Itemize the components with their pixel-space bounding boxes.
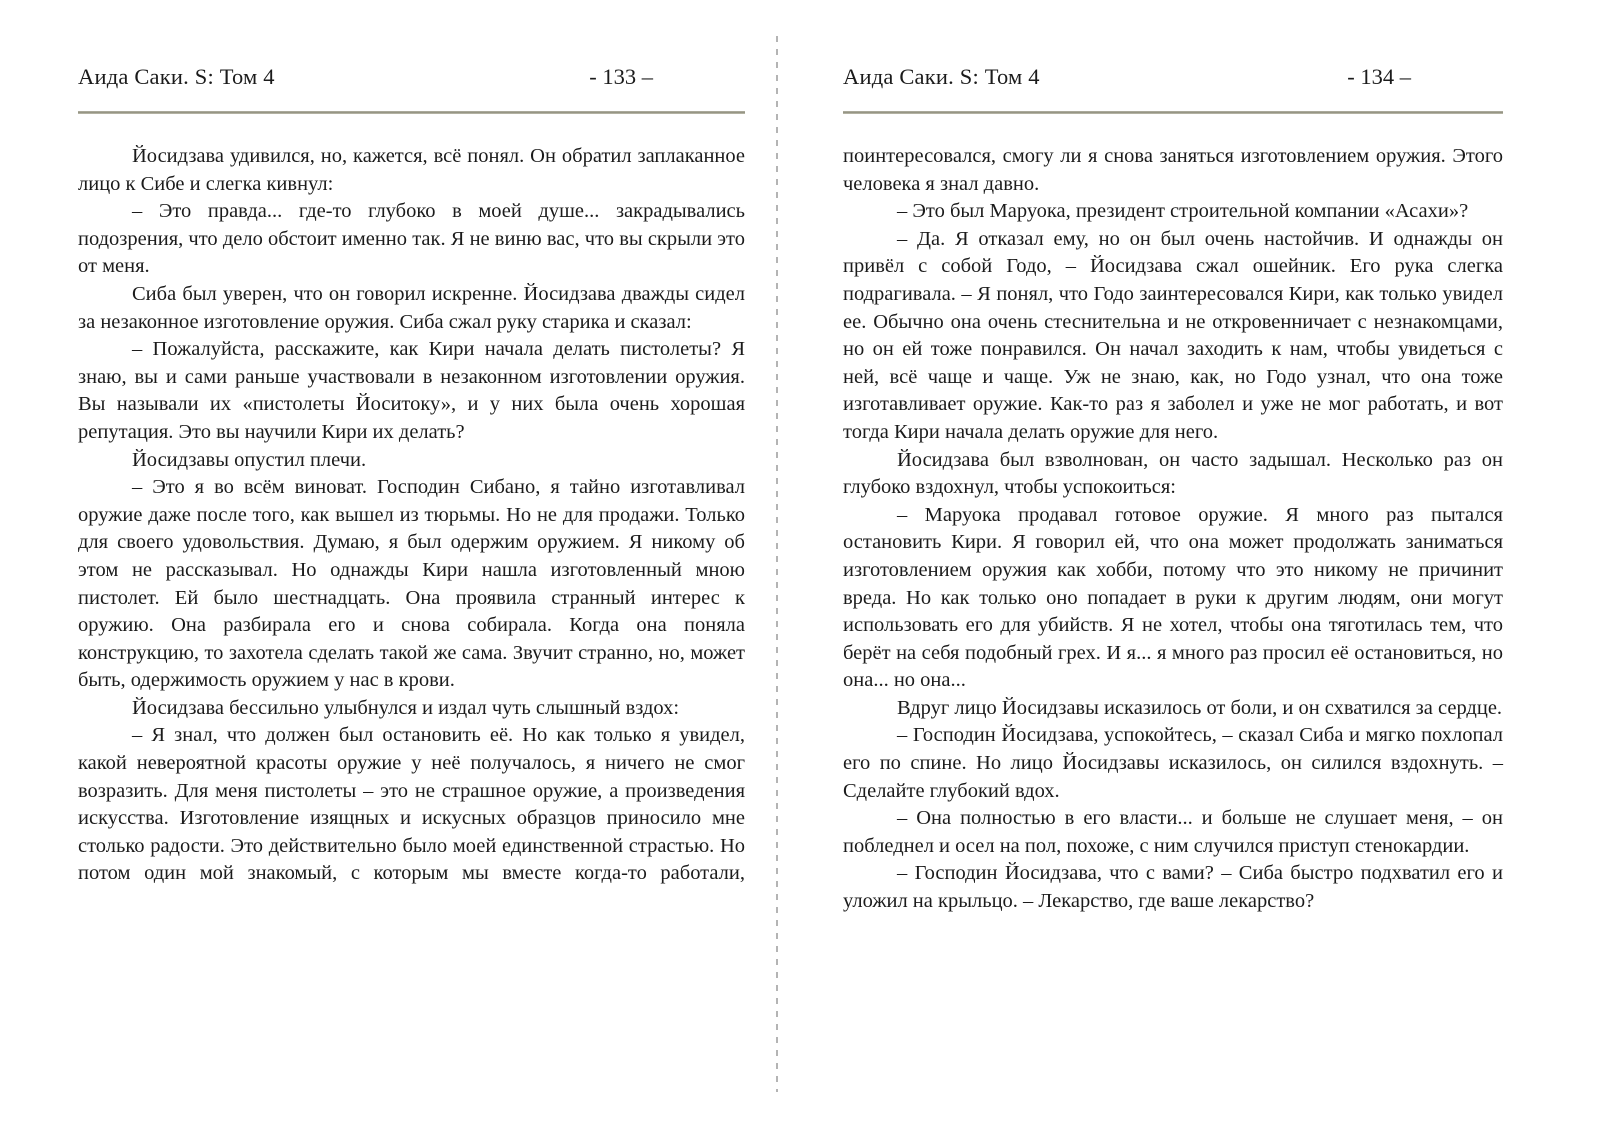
header-rule [843,111,1503,114]
paragraph: Сиба был уверен, что он говорил искренне. Йосидзава дважды сидел за незаконное изготовление оружия. Сиба сжал руку старика и сказал: [78,282,745,333]
paragraph: – Да. Я отказал ему, но он был очень настойчив. И однажды он привёл с собой Годо, – Йосидзава сжал ошейник. Его рука слегка подрагивала. – Я понял, что Годо заинтересовался Кири, как только увидел ее. Обычно она очень стеснительна и не откровенничает с незнакомцами, но он ей тоже понравился. Он начал заходить к нам, чтобы увидеться с ней, всё чаще и чаще. Уж не знаю, как, но Годо узнал, что она тоже изготавливает оружие. Как-то раз я заболел и уже не мог работать, и вот тогда Кири начала делать оружие для него. [843,227,1503,443]
paragraph: Йосидзавы опустил плечи. [132,448,367,471]
paragraph: – Это был Маруока, президент строительной компании «Асахи»? [897,200,1469,223]
paragraph: – Я знал, что должен был остановить её. Но как только я увидел, какой невероятной красоты оружие у неё получалось, я ничего не смог возразить. Для меня пистолеты – это не страшное оружие, а произведения искусства. Изготовление изящных и искусных образцов приносило мне столько радости. Это действительно было моей единственной страстью. Но потом один мой знакомый, с которым мы вместе когда-то работали, [78,724,745,885]
book-title: Аида Саки. S: Том 4 [78,64,275,89]
header-rule [78,111,745,114]
paragraph: – Пожалуйста, расскажите, как Кири начала делать пистолеты? Я знаю, вы и сами раньше участвовали в незаконном изготовлении оружия. Вы называли их «пистолеты Йоситоку», и у них была очень хорошая репутация. Это вы научили Кири их делать? [78,338,745,443]
book-page-right [843,0,1503,916]
paragraph: – Господин Йосидзава, успокойтесь, – сказал Сиба и мягко похлопал его по спине. Но лицо Йосидзавы исказилось, он силился вздохнуть. – Сделайте глубокий вдох. [843,724,1503,802]
paragraph: – Это я во всём виноват. Господин Сибано, я тайно изготавливал оружие даже после того, как вышел из тюрьмы. Но не для продажи. Только для своего удовольствия. Думаю, я был одержим оружием. Я никому об этом не рассказывал. Но однажды Кири нашла изготовленный мною пистолет. Ей было шестнадцать. Она проявила странный интерес к оружию. Она разбирала его и снова собирала. Когда она поняла конструкцию, то захотела сделать такой же сама. Звучит странно, но, может быть, одержимость оружием у нас в крови. [78,476,745,692]
paragraph: – Это правда... где-то глубоко в моей душе... закрадывались подозрения, что дело обстоит именно так. Я не виню вас, что вы скрыли это от меня. [78,200,745,278]
paragraph: поинтересовался, смогу ли я снова заняться изготовлением оружия. Этого человека я знал давно. [843,145,1503,195]
book-page-left [78,0,745,888]
paragraph: Вдруг лицо Йосидзавы исказилось от боли, и он схватился за сердце. [897,696,1503,719]
paragraph: Йосидзава удивился, но, кажется, всё понял. Он обратил заплаканное лицо к Сибе и слегка кивнул: [78,145,745,195]
paragraph: – Господин Йосидзава, что с вами? – Сиба быстро подхватил его и уложил на крыльцо. – Лекарство, где ваше лекарство? [843,862,1503,913]
page-header [843,64,1503,90]
paragraph: – Маруока продавал готовое оружие. Я много раз пытался остановить Кири. Я говорил ей, что она может продолжать заниматься изготовлением оружия как хобби, потому что это никому не причинит вреда. Но как только оно попадает в руки к другим людям, они могут использовать его для убийств. Я не хотел, чтобы она тяготилась тем, что берёт на себя подобный грех. И я... я много раз просил её остановиться, но она... но она... [843,503,1503,692]
page-number: - 134 – [1347,64,1411,89]
page-text [78,143,745,888]
page-number: - 133 – [589,64,653,89]
page-text [843,143,1503,916]
paragraph: Йосидзава бессильно улыбнулся и издал чуть слышный вздох: [132,696,680,719]
book-title: Аида Саки. S: Том 4 [843,64,1040,89]
page-header [78,64,745,90]
paragraph: – Она полностью в его власти... и больше не слушает меня, – он побледнел и осел на пол, похоже, с ним случился приступ стенокардии. [843,807,1503,857]
page-divider [776,36,778,1092]
paragraph: Йосидзава был взволнован, он часто задышал. Несколько раз он глубоко вздохнул, чтобы успокоиться: [843,448,1503,499]
